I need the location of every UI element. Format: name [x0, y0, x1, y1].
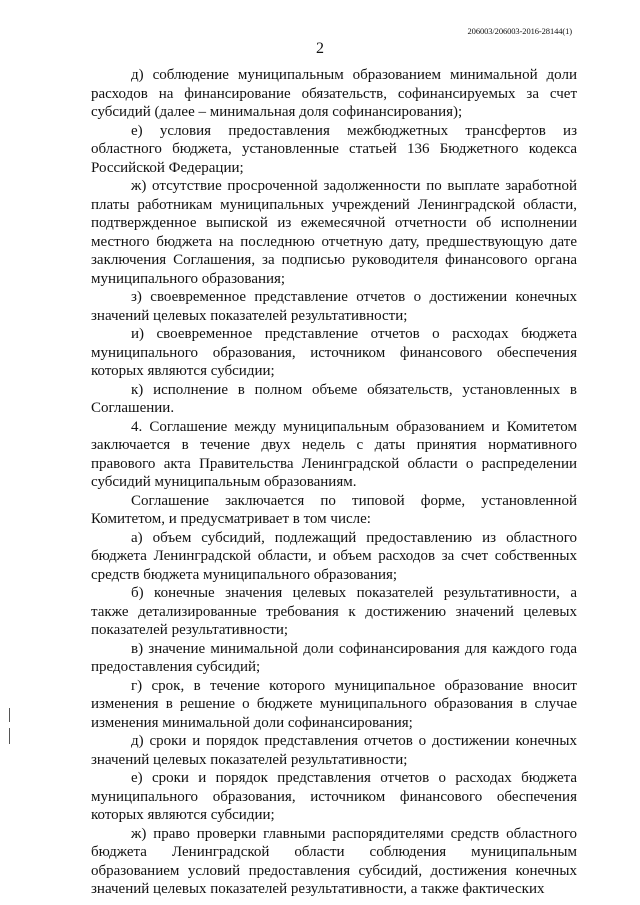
document-id: 206003/206003-2016-28144(1) — [467, 26, 572, 36]
paragraph: в) значение минимальной доли софинансирования для каждого года предоставления субсидий; — [91, 640, 577, 675]
page-number: 2 — [316, 40, 324, 57]
paragraph: а) объем субсидий, подлежащий предоставлению из областного бюджета Ленинградской области, и объем расходов за счет собственных средств бюджета муниципального образования; — [91, 529, 577, 583]
paragraph: г) срок, в течение которого муниципальное образование вносит изменения в решение о бюджете муниципального образования в случае изменения минимальной доли софинансирования; — [91, 677, 577, 731]
paragraph: д) соблюдение муниципальным образованием минимальной доли расходов на финансирование обязательств, софинансируемых за счет субсидий (далее – минимальная доля софинансирования); — [91, 67, 577, 120]
paragraph: ж) право проверки главными распорядителями средств областного бюджета Ленинградской области соблюдения муниципальным образованием условий предоставления субсидий, достижения конечных значений целевых показателей результативности, а также фактических — [91, 825, 577, 897]
paragraph: д) сроки и порядок представления отчетов о достижении конечных значений целевых показателей результативности; — [91, 733, 577, 768]
document-body — [91, 66, 577, 899]
margin-mark — [9, 708, 10, 722]
paragraph: 4. Соглашение между муниципальным образованием и Комитетом заключается в течение двух недель с даты принятия нормативного правового акта Правительства Ленинградской области о распределении субсидий муниципальным образованиям. — [91, 418, 577, 490]
paragraph: Соглашение заключается по типовой форме, установленной Комитетом, и предусматривает в том числе: — [91, 492, 577, 527]
paragraph: з) своевременное представление отчетов о достижении конечных значений целевых показателей результативности; — [91, 289, 577, 324]
paragraph: е) сроки и порядок представления отчетов о расходах бюджета муниципального образования, источником финансового обеспечения которых являются субсидии; — [91, 770, 577, 823]
paragraph: б) конечные значения целевых показателей результативности, а также детализированные требования к достижению значений целевых показателей результативности; — [91, 585, 577, 638]
paragraph: и) своевременное представление отчетов о расходах бюджета муниципального образования, источником финансового обеспечения которых являются субсидии; — [91, 326, 577, 379]
paragraph: е) условия предоставления межбюджетных трансфертов из областного бюджета, установленные статьей 136 Бюджетного кодекса Российской Федерации; — [91, 122, 577, 176]
margin-mark — [9, 728, 10, 744]
paragraph: к) исполнение в полном объеме обязательств, установленных в Соглашении. — [91, 381, 577, 416]
paragraph: ж) отсутствие просроченной задолженности по выплате заработной платы работникам муниципальных учреждений Ленинградской области, подтвержденное выпиской из ежемесячной отчетности об исполнении местного бюджета на последнюю отчетную дату, предшествующую дате заключения Соглашения, за подписью руководителя финансового органа муниципального образования; — [91, 178, 577, 287]
